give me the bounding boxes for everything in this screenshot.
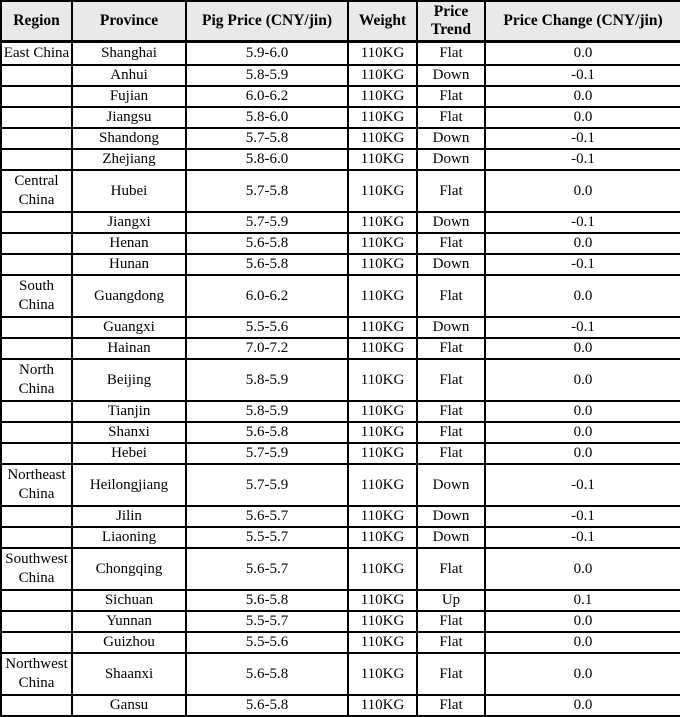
trend-cell: Down: [417, 254, 485, 275]
region-cell: East China: [1, 42, 72, 66]
province-cell: Anhui: [72, 65, 186, 86]
change-cell: 0.0: [485, 275, 680, 317]
change-cell: -0.1: [485, 464, 680, 506]
trend-cell: Flat: [417, 275, 485, 317]
region-cell: Northeast China: [1, 464, 72, 506]
region-cell: [1, 212, 72, 233]
weight-cell: 110KG: [348, 590, 417, 611]
weight-cell: 110KG: [348, 42, 417, 66]
trend-cell: Flat: [417, 401, 485, 422]
trend-cell: Flat: [417, 359, 485, 401]
region-cell: [1, 695, 72, 716]
weight-cell: 110KG: [348, 653, 417, 695]
trend-cell: Flat: [417, 170, 485, 212]
change-cell: 0.0: [485, 695, 680, 716]
price-cell: 7.0-7.2: [186, 338, 348, 359]
province-cell: Guangdong: [72, 275, 186, 317]
province-cell: Hebei: [72, 443, 186, 464]
province-cell: Fujian: [72, 86, 186, 107]
table-row: [1, 107, 680, 128]
table-row: [1, 317, 680, 338]
region-cell: [1, 254, 72, 275]
price-cell: 5.5-5.6: [186, 632, 348, 653]
trend-cell: Down: [417, 65, 485, 86]
province-cell: Guangxi: [72, 317, 186, 338]
trend-cell: Down: [417, 149, 485, 170]
trend-cell: Flat: [417, 548, 485, 590]
province-cell: Hubei: [72, 170, 186, 212]
price-cell: 5.7-5.9: [186, 443, 348, 464]
change-cell: 0.0: [485, 443, 680, 464]
region-cell: [1, 128, 72, 149]
table-row: [1, 338, 680, 359]
weight-cell: 110KG: [348, 128, 417, 149]
table-row: [1, 275, 680, 317]
table-row: [1, 65, 680, 86]
price-cell: 5.5-5.7: [186, 527, 348, 548]
table-row: [1, 611, 680, 632]
province-cell: Gansu: [72, 695, 186, 716]
region-cell: [1, 338, 72, 359]
table-header: [1, 1, 680, 42]
table-row: [1, 42, 680, 66]
price-cell: 6.0-6.2: [186, 86, 348, 107]
region-cell: [1, 107, 72, 128]
weight-cell: 110KG: [348, 317, 417, 338]
header-row: [1, 1, 680, 42]
change-cell: 0.0: [485, 338, 680, 359]
table-row: [1, 254, 680, 275]
change-cell: 0.0: [485, 42, 680, 66]
trend-cell: Flat: [417, 338, 485, 359]
table-row: [1, 86, 680, 107]
table-row: [1, 590, 680, 611]
change-cell: 0.0: [485, 632, 680, 653]
change-cell: -0.1: [485, 254, 680, 275]
table-row: [1, 695, 680, 716]
province-cell: Hunan: [72, 254, 186, 275]
weight-cell: 110KG: [348, 422, 417, 443]
price-cell: 5.9-6.0: [186, 42, 348, 66]
table-row: [1, 233, 680, 254]
table-row: [1, 359, 680, 401]
trend-cell: Up: [417, 590, 485, 611]
change-cell: -0.1: [485, 317, 680, 338]
province-cell: Henan: [72, 233, 186, 254]
change-cell: 0.0: [485, 359, 680, 401]
trend-cell: Down: [417, 317, 485, 338]
table-row: [1, 506, 680, 527]
price-cell: 5.8-5.9: [186, 65, 348, 86]
table-body: [1, 42, 680, 717]
price-cell: 5.7-5.8: [186, 170, 348, 212]
trend-cell: Down: [417, 212, 485, 233]
table-row: [1, 170, 680, 212]
region-cell: [1, 632, 72, 653]
province-cell: Shandong: [72, 128, 186, 149]
change-cell: -0.1: [485, 212, 680, 233]
trend-cell: Flat: [417, 443, 485, 464]
table-row: [1, 464, 680, 506]
price-cell: 5.7-5.9: [186, 464, 348, 506]
region-cell: [1, 527, 72, 548]
price-cell: 5.6-5.7: [186, 506, 348, 527]
region-cell: Northwest China: [1, 653, 72, 695]
province-cell: Hainan: [72, 338, 186, 359]
province-cell: Jiangsu: [72, 107, 186, 128]
price-cell: 5.8-5.9: [186, 401, 348, 422]
province-cell: Guizhou: [72, 632, 186, 653]
region-cell: [1, 506, 72, 527]
price-cell: 5.6-5.7: [186, 548, 348, 590]
trend-cell: Down: [417, 506, 485, 527]
weight-cell: 110KG: [348, 632, 417, 653]
table-row: [1, 149, 680, 170]
table-row: [1, 632, 680, 653]
weight-cell: 110KG: [348, 170, 417, 212]
province-cell: Sichuan: [72, 590, 186, 611]
province-cell: Liaoning: [72, 527, 186, 548]
weight-cell: 110KG: [348, 254, 417, 275]
col-header-province: Province: [72, 1, 186, 42]
table-row: [1, 128, 680, 149]
trend-cell: Flat: [417, 107, 485, 128]
weight-cell: 110KG: [348, 149, 417, 170]
price-cell: 5.5-5.7: [186, 611, 348, 632]
trend-cell: Flat: [417, 422, 485, 443]
weight-cell: 110KG: [348, 275, 417, 317]
price-cell: 5.7-5.8: [186, 128, 348, 149]
col-header-change: Price Change (CNY/jin): [485, 1, 680, 42]
trend-cell: Flat: [417, 42, 485, 66]
change-cell: 0.0: [485, 170, 680, 212]
col-header-region: Region: [1, 1, 72, 42]
province-cell: Beijing: [72, 359, 186, 401]
weight-cell: 110KG: [348, 212, 417, 233]
change-cell: 0.0: [485, 548, 680, 590]
province-cell: Jiangxi: [72, 212, 186, 233]
table-row: [1, 422, 680, 443]
price-cell: 5.6-5.8: [186, 590, 348, 611]
weight-cell: 110KG: [348, 695, 417, 716]
price-cell: 5.6-5.8: [186, 422, 348, 443]
weight-cell: 110KG: [348, 506, 417, 527]
price-cell: 5.8-6.0: [186, 107, 348, 128]
table-row: [1, 443, 680, 464]
weight-cell: 110KG: [348, 86, 417, 107]
weight-cell: 110KG: [348, 338, 417, 359]
price-cell: 6.0-6.2: [186, 275, 348, 317]
region-cell: [1, 233, 72, 254]
table-row: [1, 527, 680, 548]
region-cell: North China: [1, 359, 72, 401]
change-cell: 0.0: [485, 107, 680, 128]
trend-cell: Flat: [417, 86, 485, 107]
change-cell: 0.0: [485, 653, 680, 695]
weight-cell: 110KG: [348, 548, 417, 590]
weight-cell: 110KG: [348, 233, 417, 254]
region-cell: Southwest China: [1, 548, 72, 590]
province-cell: Yunnan: [72, 611, 186, 632]
region-cell: South China: [1, 275, 72, 317]
change-cell: -0.1: [485, 149, 680, 170]
price-cell: 5.6-5.8: [186, 695, 348, 716]
region-cell: [1, 611, 72, 632]
province-cell: Tianjin: [72, 401, 186, 422]
weight-cell: 110KG: [348, 359, 417, 401]
table-row: [1, 212, 680, 233]
province-cell: Shanghai: [72, 42, 186, 66]
trend-cell: Flat: [417, 695, 485, 716]
price-cell: 5.6-5.8: [186, 653, 348, 695]
region-cell: [1, 422, 72, 443]
region-cell: [1, 443, 72, 464]
change-cell: 0.1: [485, 590, 680, 611]
weight-cell: 110KG: [348, 65, 417, 86]
table-row: [1, 653, 680, 695]
change-cell: -0.1: [485, 506, 680, 527]
trend-cell: Flat: [417, 632, 485, 653]
table-row: [1, 548, 680, 590]
change-cell: 0.0: [485, 233, 680, 254]
col-header-weight: Weight: [348, 1, 417, 42]
province-cell: Jilin: [72, 506, 186, 527]
col-header-trend: Price Trend: [417, 1, 485, 42]
price-cell: 5.5-5.6: [186, 317, 348, 338]
price-cell: 5.7-5.9: [186, 212, 348, 233]
region-cell: [1, 590, 72, 611]
region-cell: [1, 86, 72, 107]
weight-cell: 110KG: [348, 611, 417, 632]
change-cell: 0.0: [485, 401, 680, 422]
change-cell: -0.1: [485, 128, 680, 149]
price-cell: 5.8-5.9: [186, 359, 348, 401]
weight-cell: 110KG: [348, 527, 417, 548]
change-cell: -0.1: [485, 65, 680, 86]
change-cell: 0.0: [485, 611, 680, 632]
change-cell: 0.0: [485, 86, 680, 107]
trend-cell: Flat: [417, 653, 485, 695]
region-cell: [1, 401, 72, 422]
weight-cell: 110KG: [348, 401, 417, 422]
region-cell: [1, 317, 72, 338]
trend-cell: Down: [417, 527, 485, 548]
price-cell: 5.8-6.0: [186, 149, 348, 170]
trend-cell: Down: [417, 464, 485, 506]
province-cell: Heilongjiang: [72, 464, 186, 506]
weight-cell: 110KG: [348, 443, 417, 464]
table-row: [1, 401, 680, 422]
region-cell: Central China: [1, 170, 72, 212]
weight-cell: 110KG: [348, 464, 417, 506]
province-cell: Shaanxi: [72, 653, 186, 695]
trend-cell: Flat: [417, 611, 485, 632]
change-cell: 0.0: [485, 422, 680, 443]
province-cell: Zhejiang: [72, 149, 186, 170]
trend-cell: Down: [417, 128, 485, 149]
trend-cell: Flat: [417, 233, 485, 254]
region-cell: [1, 65, 72, 86]
province-cell: Chongqing: [72, 548, 186, 590]
price-cell: 5.6-5.8: [186, 233, 348, 254]
price-cell: 5.6-5.8: [186, 254, 348, 275]
weight-cell: 110KG: [348, 107, 417, 128]
province-cell: Shanxi: [72, 422, 186, 443]
change-cell: -0.1: [485, 527, 680, 548]
region-cell: [1, 149, 72, 170]
col-header-price: Pig Price (CNY/jin): [186, 1, 348, 42]
